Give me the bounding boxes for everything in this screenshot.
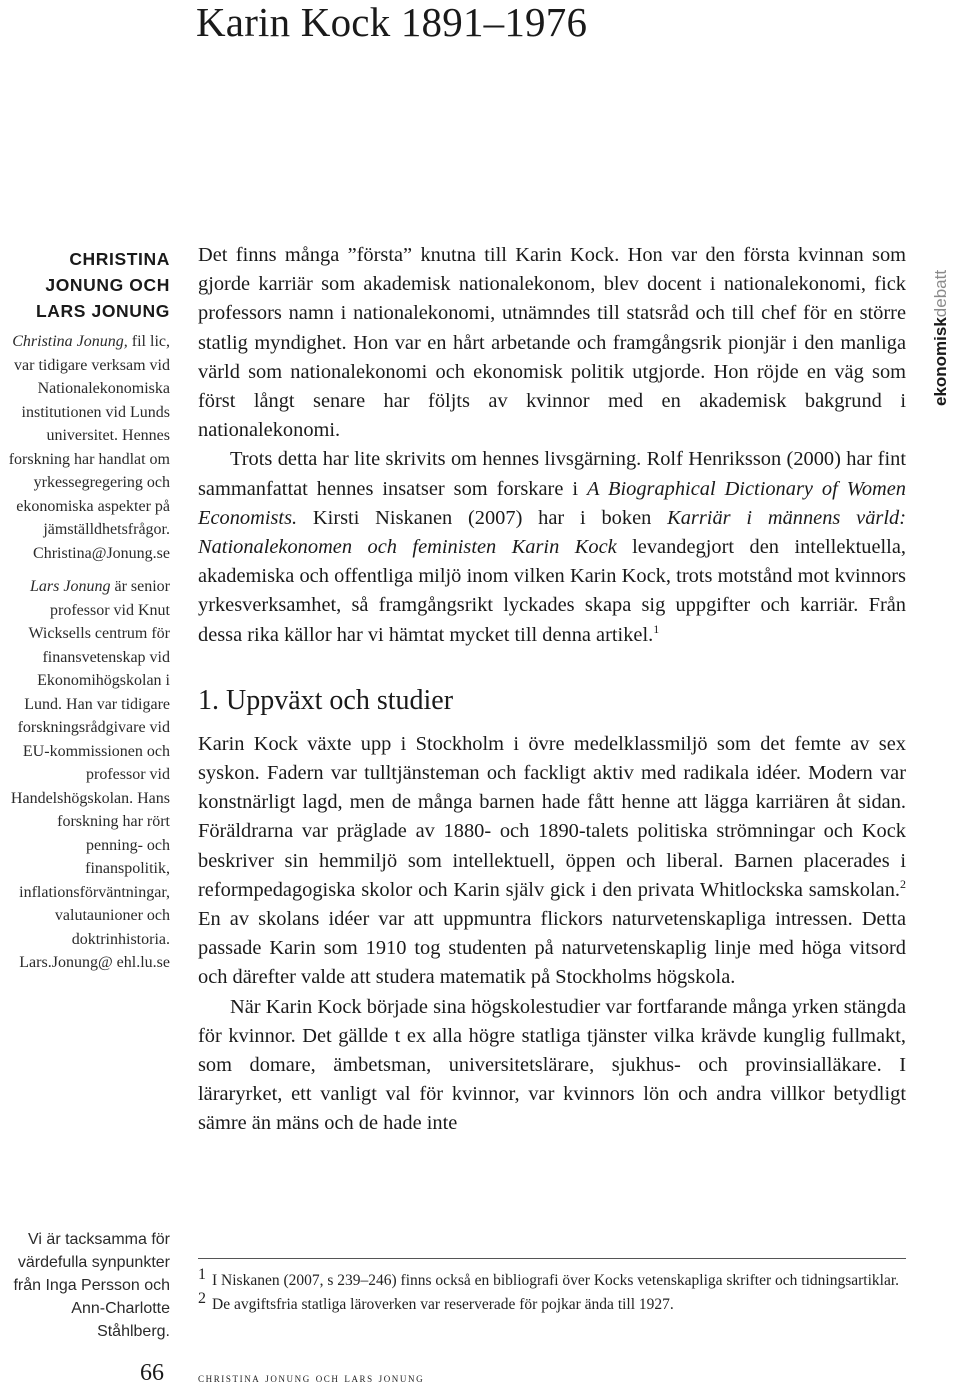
book-title: Karriär i männens värld: Nationalekonomen och feministen Karin Kock <box>198 506 906 559</box>
paragraph: När Karin Kock började sina högskolestudier var fortfarande många yrken stängda för kvinnor. Det gällde t ex alla högre statliga tjänster vilka krävde kunglig fullmakt, som domare, ämbetsman, universitetslärare, sjukhus- och provinsialläkare. I läraryrket, ett vanligt val för kvinnor, var kvinnors lön och andra villkor betydligt sämre än mäns och de hade inte <box>198 995 906 1135</box>
footnote-number: 1 <box>198 1265 206 1283</box>
footnote-divider <box>198 1258 906 1259</box>
footnote <box>198 1289 906 1315</box>
authors-heading-line: CHRISTINA <box>69 249 170 269</box>
acknowledgements: Vi är tacksamma för värdefulla synpunkter från Inga Persson och Ann-Charlotte Ståhlberg. <box>13 1231 170 1340</box>
text-run: levandegjort den intellektuella, akademiska och offentliga miljö inom vilken Karin Kock, trots motstånd mot kvinnors yrkesverksamhet, så framgångsrikt lyckades skapa sig uppgifter och karriär. Från dessa rika källor har vi hämtat mycket till denna artikel. <box>198 536 906 646</box>
author-bio-christina <box>0 330 170 565</box>
text-run: En av skolans idéer var att uppmuntra flickors naturvetenskapliga intressen. Detta passade Karin som 1910 tog studenten på naturvetenskaplig linje med höga vitsord och därefter valde att studera matematik på Stockholms högskola. <box>198 908 906 989</box>
text-run: Kirsti Niskanen (2007) har i boken <box>297 506 668 529</box>
author-name: Christina Jonung, <box>12 333 128 350</box>
text-run: Trots detta har lite skrivits om hennes livsgärning. Rolf Henriksson (2000) har fint sammanfattat hennes insatser som forskare i <box>198 448 906 500</box>
text-run: Karin Kock växte upp i Stockholm i övre medelklassmiljö som det femte av sex syskon. Fadern var tulltjänsteman och fackligt aktiv med radikala idéer. Modern var konstnärligt lagd, men de många barnen hade fått henne att lägga karriären åt sidan. Föräldrarna var präglade av 1880- och 1890-talets politiska strömningar och Kock beskriver sin hemmiljö som intellektuell, öppen och liberal. Barnen placerades i reformpedagogiska skolor och Karin själv gick i den privata Whitlockska samskolan. <box>198 732 906 901</box>
journal-label-part2: debatt <box>931 269 950 318</box>
authors-heading-line: JONUNG OCH <box>45 275 170 295</box>
footnote-ref[interactable]: 1 <box>653 621 660 636</box>
author-bio-text: fil lic, var tidigare verksam vid Nationalekonomiska institutionen vid Lunds universitet. Hennes forskning har handlat om yrkessegregering och ekonomiska aspekter på jämställdhetsfrågor. Christina@Jonung.se <box>8 333 170 562</box>
page-title: Karin Kock 1891–1976 <box>196 0 588 45</box>
author-bio-lars <box>0 575 170 975</box>
journal-label-part1: ekonomisk <box>931 317 950 406</box>
footnote-text: De avgiftsfria statliga läroverken var reserverade för pojkar ända till 1927. <box>212 1296 674 1313</box>
footnote-text: I Niskanen (2007, s 239–246) finns också en bibliografi över Kocks vetenskapliga skrifter och tidningsartiklar. <box>212 1272 900 1289</box>
footnote-ref[interactable]: 2 <box>900 877 906 892</box>
authors-heading <box>0 246 170 324</box>
section-heading: 1. Uppväxt och studier <box>198 684 454 716</box>
footnote <box>198 1265 906 1291</box>
running-footer: christina jonung och lars jonung <box>198 1370 425 1385</box>
authors-heading-line: LARS JONUNG <box>36 301 170 321</box>
paragraph <box>198 730 906 993</box>
journal-label-vertical <box>928 246 954 406</box>
page-number: 66 <box>140 1360 164 1386</box>
author-bio-text: är senior professor vid Knut Wicksells centrum för finansvetenskap vid Ekonomihögskolan i Lund. Han var tidigare forskningsrådgivare vid EU-kommissionen och professor vid Handelshögskolan. Hans forskning har rört penning- och finanspolitik, inflationsförväntningar, valutaunioner och doktrinhistoria. Lars.Jonung@ ehl.lu.se <box>10 578 170 971</box>
paragraph: Det finns många ”första” knutna till Karin Kock. Hon var den första kvinnan som gjorde karriär som akademisk nationalekonom, blev docent i nationalekonomi, fick professors namn i nationalekonomi, utnämndes till statsråd och till chef för en större statlig myndighet. Hon var en hårt arbetande och framgångsrik pionjär i den manliga värld som nationalekonomi och ekonomisk politik utgjorde. Hon röjde en väg som först långt senare har följts av kvinnor med en akademisk bakgrund i nationalekonomi. <box>198 244 906 442</box>
author-sidebar <box>0 246 170 985</box>
article-body <box>198 241 906 1139</box>
footnote-number: 2 <box>198 1289 206 1307</box>
footnotes <box>198 1265 906 1318</box>
paragraph <box>198 445 906 649</box>
book-title: A Biographical Dictionary of Women Economists. <box>198 477 906 529</box>
author-name: Lars Jonung <box>30 578 111 595</box>
